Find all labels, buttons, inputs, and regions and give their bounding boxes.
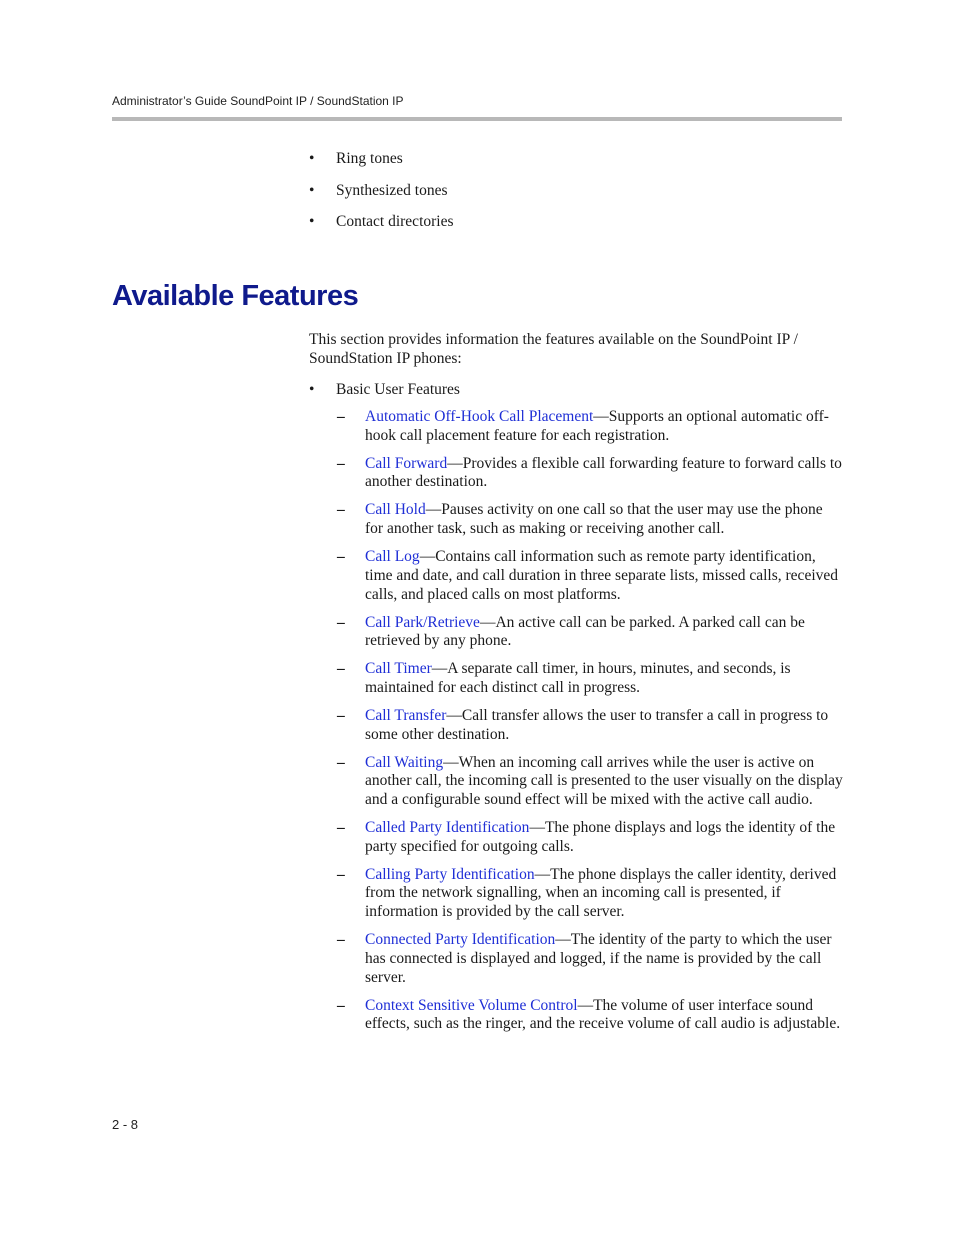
- dash-icon: –: [337, 548, 345, 566]
- section-title: Available Features: [112, 280, 359, 312]
- feature-description: —The phone displays and logs the identity of the party specified for outgoing calls.: [365, 819, 836, 855]
- feature-link[interactable]: Automatic Off-Hook Call Placement: [365, 408, 594, 425]
- list-item-text: Basic User Features: [336, 381, 460, 398]
- feature-description: —Pauses activity on one call so that the user may use the phone for another task, such as making or receiving another call.: [365, 501, 823, 538]
- feature-item: [309, 997, 843, 1034]
- feature-link[interactable]: Call Transfer: [365, 706, 447, 724]
- dash-icon: –: [337, 501, 345, 519]
- list-item-text: Ring tones: [336, 150, 403, 167]
- feature-description: —The phone displays the caller identity, derived from the network signalling, when an incoming call is presented, if information is provided by the call server.: [365, 865, 837, 921]
- feature-description: —Contains call information such as remote party identification, time and date, and call duration in three separate lists, missed calls, received calls, and placed calls on most platforms.: [365, 548, 839, 603]
- feature-item: [309, 707, 843, 744]
- dash-icon: –: [337, 931, 345, 949]
- feature-description: —A separate call timer, in hours, minutes, and seconds, is maintained for each distinct call in progress.: [365, 660, 791, 696]
- feature-list: [309, 408, 849, 1034]
- feature-link[interactable]: Calling Party Identification: [365, 865, 535, 883]
- feature-item: [309, 455, 843, 492]
- feature-description: —The identity of the party to which the user has connected is displayed and logged, if the name is provided by the call server.: [365, 931, 832, 986]
- bullet-icon: •: [309, 150, 315, 167]
- feature-link[interactable]: Called Party Identification: [365, 819, 530, 837]
- feature-description: —Provides a flexible call forwarding feature to forward calls to another destination.: [365, 454, 842, 491]
- feature-item: [309, 548, 843, 604]
- feature-item: [309, 866, 843, 922]
- feature-link[interactable]: Call Park/Retrieve: [365, 613, 480, 631]
- dash-icon: –: [337, 753, 345, 771]
- bullet-icon: •: [309, 181, 315, 199]
- feature-description: —The volume of user interface sound effects, such as the ringer, and the receive volume of call audio is adjustable.: [365, 996, 841, 1033]
- feature-link[interactable]: Call Hold: [365, 501, 426, 519]
- feature-item: [309, 614, 843, 651]
- feature-item: [309, 819, 843, 856]
- feature-description: —When an incoming call arrives while the user is active on another call, the incoming call is presented to the user visually on the display and a configurable sound effect will be mixed with the active call audio.: [365, 753, 843, 809]
- dash-icon: –: [337, 819, 345, 837]
- feature-link[interactable]: Call Timer: [365, 660, 432, 678]
- list-item: [309, 380, 849, 399]
- top-bullet-list: [309, 149, 849, 244]
- list-item-text: Contact directories: [336, 213, 454, 230]
- dash-icon: –: [337, 660, 345, 678]
- feature-item: [309, 501, 843, 538]
- dash-icon: –: [337, 706, 345, 724]
- dash-icon: –: [337, 613, 345, 631]
- feature-link[interactable]: Call Forward: [365, 454, 448, 472]
- dash-icon: –: [337, 996, 345, 1014]
- list-item-text: Synthesized tones: [336, 181, 448, 199]
- running-header: Administrator’s Guide SoundPoint IP / SoundStation IP: [112, 94, 404, 108]
- feature-link[interactable]: Call Waiting: [365, 753, 444, 771]
- section-intro: This section provides information the features available on the SoundPoint IP / SoundStation IP phones:: [309, 331, 798, 367]
- list-item: [309, 181, 849, 213]
- page-number: 2 - 8: [112, 1117, 139, 1132]
- dash-icon: –: [337, 865, 345, 883]
- feature-link[interactable]: Context Sensitive Volume Control: [365, 996, 578, 1014]
- feature-item: [309, 931, 843, 987]
- feature-description: —An active call can be parked. A parked call can be retrieved by any phone.: [365, 613, 805, 650]
- feature-item: [309, 754, 843, 810]
- list-item: [309, 149, 849, 181]
- feature-link[interactable]: Connected Party Identification: [365, 931, 556, 949]
- bullet-icon: •: [309, 381, 315, 398]
- dash-icon: –: [337, 454, 345, 472]
- header-rule: [112, 117, 842, 121]
- bullet-icon: •: [309, 213, 315, 230]
- feature-description: —Call transfer allows the user to transfer a call in progress to some other destination.: [365, 706, 829, 743]
- dash-icon: –: [337, 408, 345, 425]
- feature-link[interactable]: Call Log: [365, 548, 420, 566]
- feature-item: [309, 660, 843, 697]
- feature-description: —Supports an optional automatic off-hook call placement feature for each registration.: [365, 408, 829, 444]
- feature-item: [309, 408, 843, 445]
- list-item: [309, 212, 849, 244]
- basic-features-list: [309, 380, 849, 1043]
